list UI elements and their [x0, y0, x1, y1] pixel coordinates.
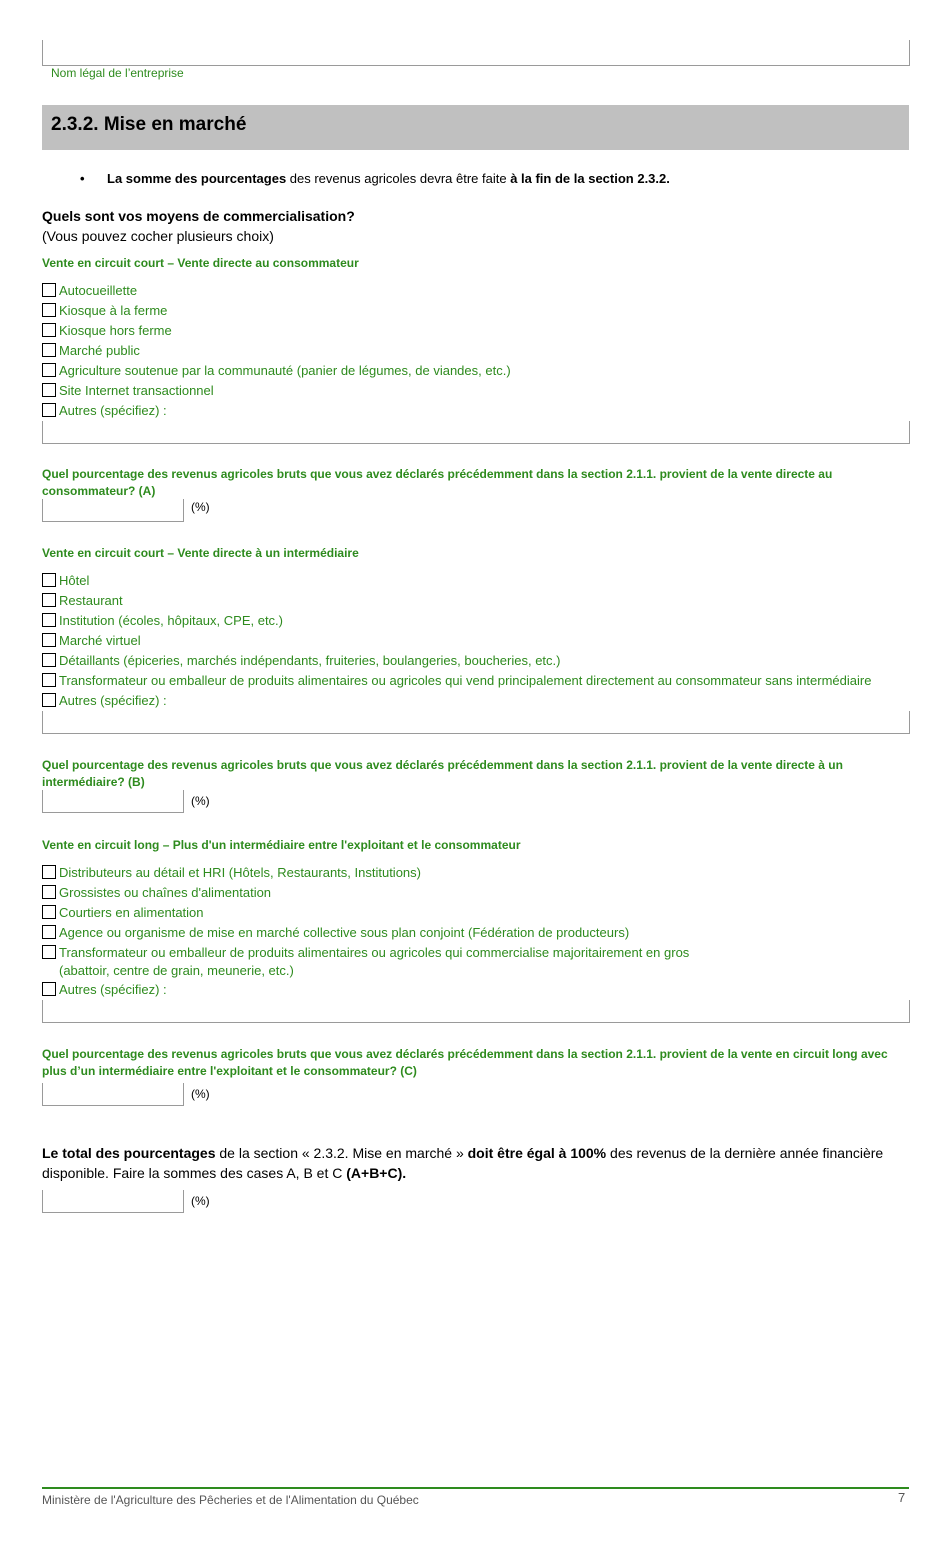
- checkbox-item[interactable]: Kiosque à la ferme: [42, 302, 511, 322]
- group-b-other-input[interactable]: [42, 711, 910, 734]
- total-text-1: de la section « 2.3.2. Mise en marché »: [215, 1145, 468, 1161]
- checkbox-item[interactable]: Marché virtuel: [42, 632, 871, 652]
- total-bold-3: (A+B+C).: [346, 1165, 407, 1181]
- checkbox-item[interactable]: Hôtel: [42, 572, 871, 592]
- checkbox-item[interactable]: Transformateur ou emballeur de produits alimentaires ou agricoles qui vend principalement directement au consommateur sans intermédiaire: [42, 672, 871, 692]
- total-text-2: des revenus de la dernière année financière disponible. Faire la sommes des cases A, B et C: [42, 1145, 884, 1181]
- checkbox-item[interactable]: Marché public: [42, 342, 511, 362]
- total-bold-1: Le total des pourcentages: [42, 1145, 216, 1161]
- pct-unit-b: (%): [191, 794, 210, 808]
- checkbox-icon[interactable]: [42, 383, 56, 397]
- checkbox-icon[interactable]: [42, 613, 56, 627]
- page-number: 7: [898, 1490, 906, 1505]
- checkbox-item[interactable]: Transformateur ou emballeur de produits alimentaires ou agricoles qui commercialise majoritairement en gros (abattoir, centre de grain, meunerie, etc.): [42, 944, 689, 981]
- group-a-heading: Vente en circuit court – Vente directe au consommateur: [42, 256, 359, 270]
- legal-name-label: Nom légal de l’entreprise: [51, 66, 184, 80]
- checkbox-item[interactable]: Agriculture soutenue par la communauté (panier de légumes, de viandes, etc.): [42, 362, 511, 382]
- checkbox-icon[interactable]: [42, 905, 56, 919]
- footer-ministry: Ministère de l'Agriculture des Pêcheries et de l'Alimentation du Québec: [42, 1493, 419, 1507]
- checkbox-icon[interactable]: [42, 573, 56, 587]
- question-title: Quels sont vos moyens de commercialisation?: [42, 208, 355, 224]
- group-a-checkbox-list: [42, 282, 511, 422]
- bullet-icon: •: [80, 171, 85, 186]
- checkbox-item[interactable]: Agence ou organisme de mise en marché collective sous plan conjoint (Fédération de producteurs): [42, 924, 689, 944]
- checkbox-icon[interactable]: [42, 303, 56, 317]
- intro-text: des revenus agricoles devra être faite: [286, 171, 511, 186]
- checkbox-icon[interactable]: [42, 323, 56, 337]
- checkbox-item[interactable]: Détaillants (épiceries, marchés indépendants, fruiteries, boulangeries, boucheries, etc.): [42, 652, 871, 672]
- checkbox-item[interactable]: Autocueillette: [42, 282, 511, 302]
- checkbox-item[interactable]: Site Internet transactionnel: [42, 382, 511, 402]
- checkbox-icon[interactable]: [42, 982, 56, 996]
- checkbox-icon[interactable]: [42, 673, 56, 687]
- checkbox-icon[interactable]: [42, 693, 56, 707]
- total-bold-2: doit être égal à 100%: [467, 1145, 607, 1161]
- group-b-pct-question: Quel pourcentage des revenus agricoles bruts que vous avez déclarés précédemment dans la section 2.1.1. provient de la vente directe à un intermédiaire? (B): [42, 758, 843, 789]
- checkbox-icon[interactable]: [42, 403, 56, 417]
- pct-input-total[interactable]: [42, 1190, 184, 1213]
- checkbox-icon[interactable]: [42, 363, 56, 377]
- pct-unit-total: (%): [191, 1194, 210, 1208]
- intro-bold-2: à la fin de la section 2.3.2.: [510, 171, 670, 186]
- checkbox-icon[interactable]: [42, 865, 56, 879]
- footer-divider: [42, 1487, 909, 1489]
- group-c-pct-question: Quel pourcentage des revenus agricoles bruts que vous avez déclarés précédemment dans la section 2.1.1. provient de la vente en circuit long avec plus d’un intermédiaire entre l'exploitant et le consommateur? (C): [42, 1047, 888, 1078]
- checkbox-item[interactable]: Autres (spécifiez) :: [42, 402, 511, 422]
- question-subtitle: (Vous pouvez cocher plusieurs choix): [42, 228, 274, 244]
- intro-note: [80, 171, 670, 186]
- checkbox-item[interactable]: Institution (écoles, hôpitaux, CPE, etc.): [42, 612, 871, 632]
- checkbox-item[interactable]: Autres (spécifiez) :: [42, 981, 689, 1001]
- checkbox-icon[interactable]: [42, 885, 56, 899]
- checkbox-item[interactable]: Kiosque hors ferme: [42, 322, 511, 342]
- section-title: 2.3.2. Mise en marché: [51, 114, 247, 135]
- checkbox-icon[interactable]: [42, 653, 56, 667]
- intro-bold-1: La somme des pourcentages: [107, 171, 287, 186]
- checkbox-item[interactable]: Distributeurs au détail et HRI (Hôtels, Restaurants, Institutions): [42, 864, 689, 884]
- group-a-other-input[interactable]: [42, 421, 910, 444]
- checkbox-item[interactable]: Autres (spécifiez) :: [42, 692, 871, 712]
- checkbox-icon[interactable]: [42, 593, 56, 607]
- group-c-other-input[interactable]: [42, 1000, 910, 1023]
- legal-name-field[interactable]: [42, 40, 910, 66]
- group-a-pct-question: Quel pourcentage des revenus agricoles bruts que vous avez déclarés précédemment dans la section 2.1.1. provient de la vente directe au consommateur? (A): [42, 467, 833, 498]
- checkbox-item[interactable]: Restaurant: [42, 592, 871, 612]
- group-c-checkbox-list: [42, 864, 689, 1001]
- pct-unit-c: (%): [191, 1087, 210, 1101]
- checkbox-item[interactable]: Courtiers en alimentation: [42, 904, 689, 924]
- total-instructions: [42, 1143, 908, 1183]
- pct-input-b[interactable]: [42, 790, 184, 813]
- group-b-heading: Vente en circuit court – Vente directe à un intermédiaire: [42, 546, 359, 560]
- pct-input-a[interactable]: [42, 499, 184, 522]
- checkbox-icon[interactable]: [42, 925, 56, 939]
- checkbox-icon[interactable]: [42, 283, 56, 297]
- group-c-heading: Vente en circuit long – Plus d'un intermédiaire entre l'exploitant et le consommateur: [42, 838, 521, 852]
- checkbox-icon[interactable]: [42, 343, 56, 357]
- group-b-checkbox-list: [42, 572, 871, 712]
- checkbox-item[interactable]: Grossistes ou chaînes d'alimentation: [42, 884, 689, 904]
- pct-input-c[interactable]: [42, 1083, 184, 1106]
- pct-unit-a: (%): [191, 500, 210, 514]
- checkbox-icon[interactable]: [42, 945, 56, 959]
- checkbox-icon[interactable]: [42, 633, 56, 647]
